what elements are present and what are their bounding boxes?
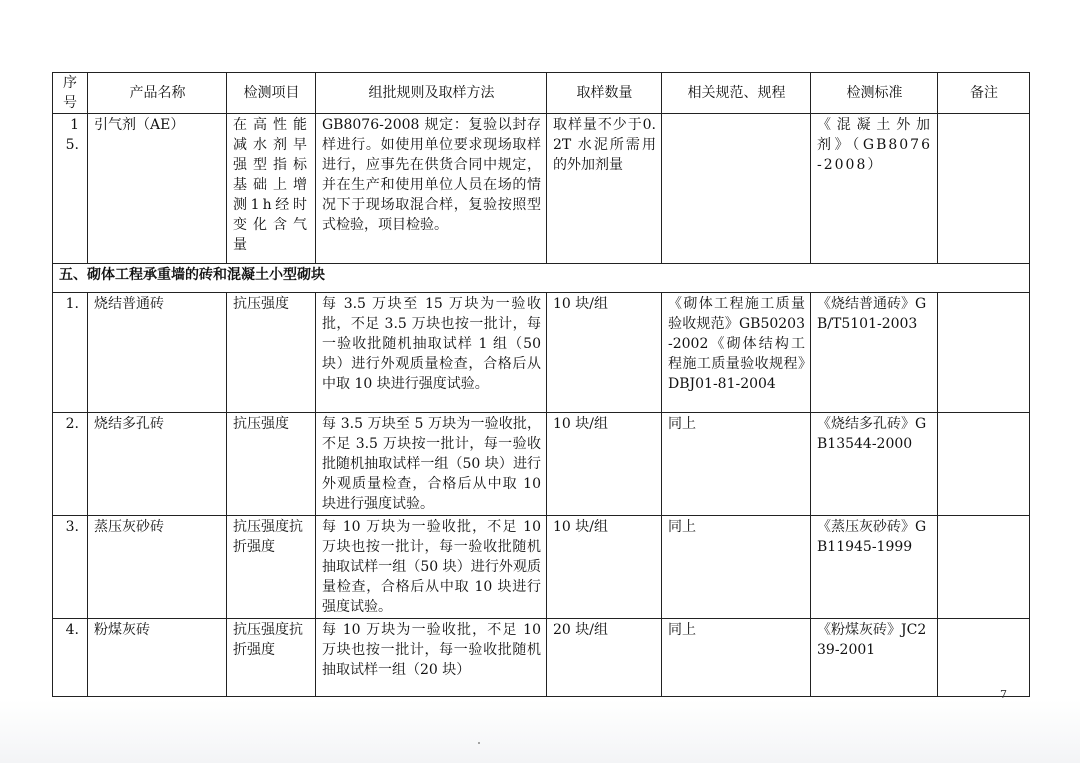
table-row [53,413,1030,516]
header-sample-qty: 取样数量 [547,73,662,114]
table-row [53,293,1030,413]
row-test-item: 在高性能减水剂早强型指标基础上增测1h经时变化含气量 [227,114,316,264]
header-test-item: 检测项目 [227,73,316,114]
row-test-standard: 《烧结多孔砖》GB13544-2000 [811,413,938,516]
header-remarks: 备注 [938,73,1030,114]
row-test-standard: 《粉煤灰砖》JC239-2001 [811,619,938,697]
row-product-name: 引气剂（AE） [88,114,227,264]
page-number: 7 [1000,688,1007,701]
header-row [53,73,1030,114]
row-seq: 2. [53,413,88,516]
row-seq: 3. [53,516,88,619]
table-row [53,114,1030,264]
row-remarks [938,516,1030,619]
table-row [53,619,1030,697]
header-related-spec: 相关规范、规程 [662,73,811,114]
row-remarks [938,619,1030,697]
row-product-name: 烧结普通砖 [88,293,227,413]
row-sample-qty: 10 块/组 [547,413,662,516]
table-row [53,516,1030,619]
row-remarks [938,413,1030,516]
decorative-dot [478,742,480,744]
row-product-name: 粉煤灰砖 [88,619,227,697]
row-related-spec: 同上 [662,413,811,516]
row-batch-rule: 每 3.5 万块至 15 万块为一验收批，不足 3.5 万块也按一批计，每一验收批随机抽取试样 1 组（50 块）进行外观质量检查，合格后从中取 10 块进行强度试验。 [316,293,547,413]
row-remarks [938,114,1030,264]
header-seq-line: 号 [63,95,77,111]
row-test-item: 抗压强度抗折强度 [227,619,316,697]
row-related-spec [662,114,811,264]
row-sample-qty: 10 块/组 [547,293,662,413]
row-remarks [938,293,1030,413]
row-related-spec: 《砌体工程施工质量验收规范》GB50203-2002《砌体结构工程施工质量验收规程》DBJ01-81-2004 [662,293,811,413]
row-product-name: 烧结多孔砖 [88,413,227,516]
row-related-spec: 同上 [662,516,811,619]
header-batch-rule: 组批规则及取样方法 [316,73,547,114]
row-test-standard: 《蒸压灰砂砖》GB11945-1999 [811,516,938,619]
page-bottom-shade [0,700,1080,763]
header-seq [53,73,88,114]
section-row [53,264,1030,293]
row-test-standard: 《混凝土外加剂》（GB8076-2008） [811,114,938,264]
header-seq-line: 序 [63,75,77,91]
section-title: 五、砌体工程承重墙的砖和混凝土小型砌块 [53,264,1030,293]
row-sample-qty: 10 块/组 [547,516,662,619]
row-batch-rule: 每 3.5 万块至 5 万块为一验收批，不足 3.5 万块按一批计，每一验收批随机抽取试样一组（50 块）进行外观质量检查，合格后从中取 10 块进行强度试验。 [316,413,547,516]
row-batch-rule: GB8076-2008 规定：复验以封存样进行。如使用单位要求现场取样进行，应事先在供货合同中规定，并在生产和使用单位人员在场的情况下于现场取混合样，复验按照型式检验，项目检验。 [316,114,547,264]
header-test-standard: 检测标准 [811,73,938,114]
row-seq: 4. [53,619,88,697]
row-test-item: 抗压强度 [227,293,316,413]
row-related-spec: 同上 [662,619,811,697]
row-sample-qty: 20 块/组 [547,619,662,697]
row-product-name: 蒸压灰砂砖 [88,516,227,619]
inspection-table [52,72,1030,697]
row-batch-rule: 每 10 万块为一验收批，不足 10 万块也按一批计，每一验收批随机抽取试样一组（20 块） [316,619,547,697]
header-product-name: 产品名称 [88,73,227,114]
row-batch-rule: 每 10 万块为一验收批，不足 10 万块也按一批计，每一验收批随机抽取试样一组（50 块）进行外观质量检查，合格后从中取 10 块进行强度试验。 [316,516,547,619]
row-sample-qty: 取样量不少于0.2T 水泥所需用的外加剂量 [547,114,662,264]
row-seq: 1. [53,293,88,413]
row-test-item: 抗压强度抗折强度 [227,516,316,619]
row-test-item: 抗压强度 [227,413,316,516]
row-test-standard: 《烧结普通砖》GB/T5101-2003 [811,293,938,413]
row-seq: 15. [53,114,88,264]
